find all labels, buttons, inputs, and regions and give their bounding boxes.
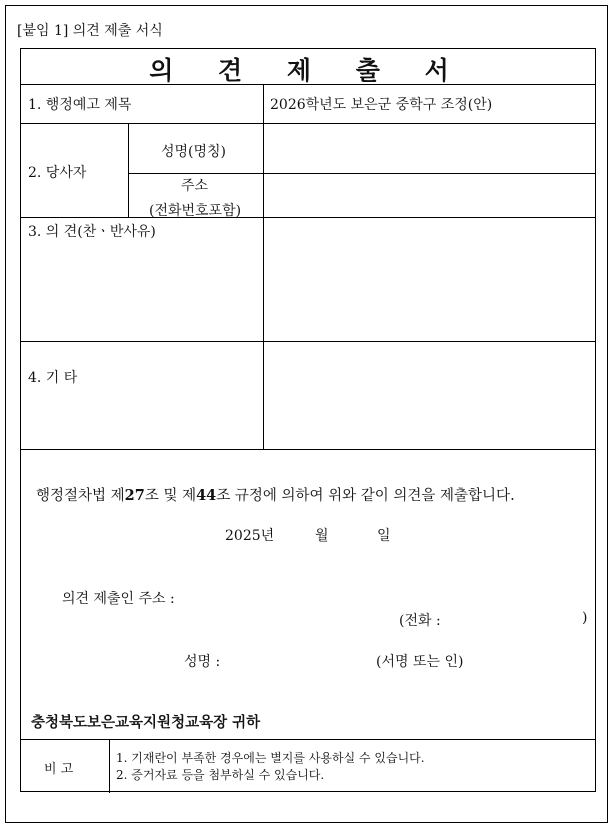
- column-divider: [128, 123, 129, 217]
- divider: [21, 341, 595, 342]
- divider: [21, 123, 595, 124]
- column-divider: [109, 739, 110, 793]
- statement-part: 조 규정에 의하여 위와 같이 의견을 제출합니다.: [216, 488, 515, 504]
- date-day: 일: [377, 528, 391, 544]
- statement-part: 조 및 제: [144, 488, 197, 504]
- date-year: 2025년: [225, 528, 275, 544]
- phone-label: (전화 :: [399, 613, 441, 629]
- statement: [36, 484, 515, 505]
- phone-close: ): [582, 610, 588, 626]
- column-divider: [263, 84, 264, 449]
- divider: [128, 173, 595, 174]
- divider: [21, 449, 595, 450]
- notice-title-value: 2026학년도 보은군 중학구 조정(안): [270, 97, 493, 113]
- opinion-form: [20, 48, 596, 792]
- opinion-label: 3. 의 견(찬ㆍ반사유): [28, 224, 156, 240]
- submitter-name-label: 성명 :: [184, 654, 221, 670]
- note-line-2: 2. 증거자료 등을 첨부하실 수 있습니다.: [116, 768, 325, 782]
- article-number: 27: [124, 487, 145, 504]
- recipient: 충청북도보은교육지원청교육장 귀하: [31, 714, 261, 731]
- divider: [21, 84, 595, 85]
- divider: [21, 217, 595, 218]
- signature-label: (서명 또는 인): [376, 654, 464, 670]
- name-label: 성명(명칭): [161, 144, 227, 160]
- address-label: 주소: [181, 178, 209, 194]
- date-month: 월: [315, 528, 329, 544]
- form-title: 의 견 제 출 서: [149, 56, 467, 85]
- submitter-address-label: 의견 제출인 주소 :: [62, 591, 175, 607]
- notice-title-label: 1. 행정예고 제목: [28, 97, 132, 113]
- note-line-1: 1. 기재란이 부족한 경우에는 별지를 사용하실 수 있습니다.: [116, 751, 425, 765]
- article-number: 44: [196, 487, 217, 504]
- note-label: 비 고: [44, 762, 74, 777]
- other-label: 4. 기 타: [28, 370, 78, 386]
- party-label: 2. 당사자: [28, 165, 87, 181]
- statement-part: 행정절차법 제: [36, 488, 125, 504]
- attachment-label: [붙임 1] 의견 제출 서식: [17, 23, 163, 39]
- divider: [21, 739, 595, 740]
- phone-included-label: (전화번호포함): [149, 203, 242, 219]
